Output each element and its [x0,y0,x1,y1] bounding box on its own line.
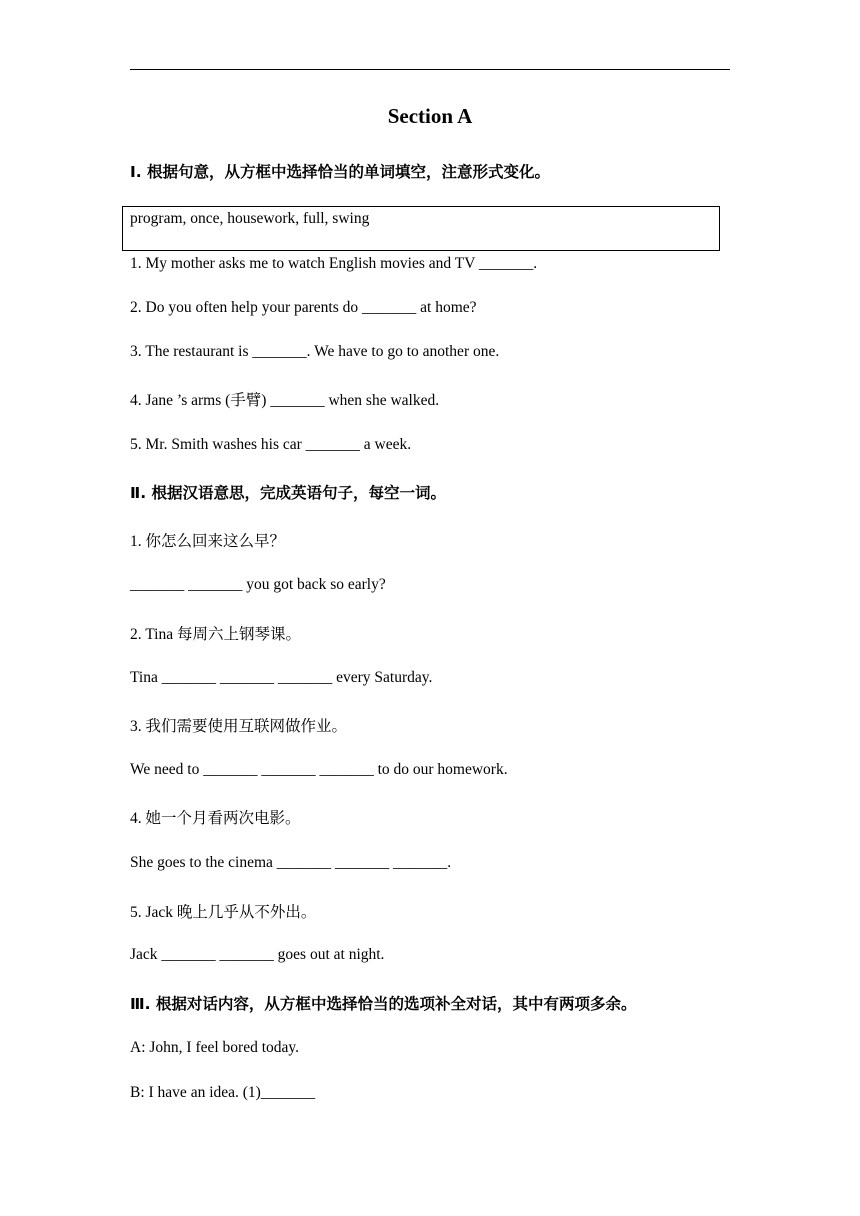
part2-item-4-cn: 4. 她一个月看两次电影。 [130,810,301,827]
part1-item-2: 2. Do you often help your parents do _______ at home? [130,299,477,316]
part1-item-1: 1. My mother asks me to watch English movies and TV _______. [130,255,538,272]
part2-item-2-cn: 2. Tina 每周六上钢琴课。 [130,626,301,643]
part2-item-1-cn: 1. 你怎么回来这么早？ [130,533,286,550]
part2-item-1-en: _______ _______ you got back so early? [130,576,386,593]
part2-item-4-en: She goes to the cinema _______ _______ _______. [130,854,452,871]
part1-item-4: 4. Jane ’s arms (手臂) _______ when she walked. [130,392,440,409]
dialog-line-2: B: I have an idea. (1)_______ [130,1084,316,1101]
part2-item-2-en: Tina _______ _______ _______ every Saturday. [130,669,433,686]
part2-item-5-cn: 5. Jack 晚上几乎从不外出。 [130,904,317,921]
word-box [122,206,720,251]
top-rule [130,69,730,70]
part1-item-3: 3. The restaurant is _______. We have to go to another one. [130,343,500,360]
part1-item-5: 5. Mr. Smith washes his car _______ a week. [130,436,412,453]
word-box-text: program, once, housework, full, swing [130,210,370,227]
part2-item-3-cn: 3. 我们需要使用互联网做作业。 [130,718,348,735]
section-title: Section A [387,104,473,128]
part1-heading: Ⅰ. 根据句意，从方框中选择恰当的单词填空，注意形式变化。 [130,163,551,181]
dialog-line-1: A: John, I feel bored today. [130,1039,300,1056]
part2-heading: Ⅱ. 根据汉语意思，完成英语句子，每空一词。 [130,484,446,502]
part2-item-3-en: We need to _______ _______ _______ to do our homework. [130,761,508,778]
part3-heading: Ⅲ. 根据对话内容，从方框中选择恰当的选项补全对话，其中有两项多余。 [130,995,637,1013]
part2-item-5-en: Jack _______ _______ goes out at night. [130,946,385,963]
